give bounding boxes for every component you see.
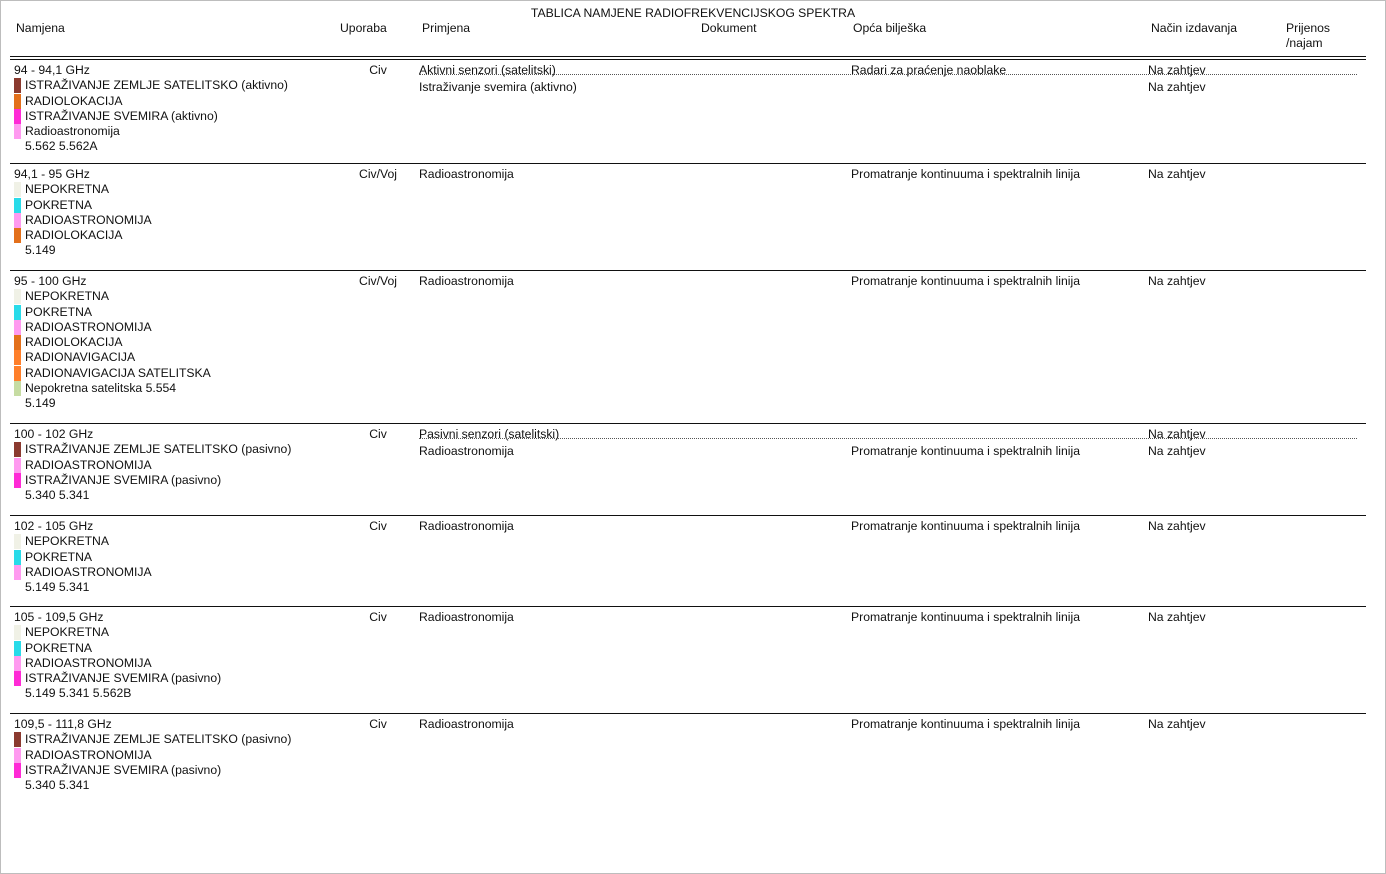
namjena-cell (14, 167, 152, 259)
service-color-swatch (14, 458, 21, 473)
service-item (14, 656, 221, 671)
nacin-item: Na zahtjev (1148, 717, 1206, 731)
service-item (14, 182, 152, 197)
band-label: 95 - 100 GHz (14, 274, 87, 288)
primjena-item: Radioastronomija (419, 167, 514, 181)
row-divider (10, 515, 1366, 516)
row-divider (10, 59, 1366, 60)
header-nacin: Način izdavanja (1151, 21, 1238, 35)
service-label: ISTRAŽIVANJE ZEMLJE SATELITSKO (aktivno) (25, 78, 288, 93)
nacin-cell (1148, 274, 1206, 291)
namjena-cell (14, 717, 291, 793)
service-color-swatch (14, 350, 21, 365)
row-divider (10, 423, 1366, 424)
service-label: RADIOLOKACIJA (25, 93, 123, 108)
napomena-item (851, 427, 1080, 444)
nacin-item: Na zahtjev (1148, 63, 1206, 77)
service-color-swatch (14, 305, 21, 320)
service-item (14, 381, 211, 396)
napomena-cell (851, 427, 1080, 460)
uporaba-cell: Civ/Voj (359, 274, 397, 288)
service-label: Nepokretna satelitska 5.554 (25, 381, 177, 396)
primjena-item: Radioastronomija (419, 717, 514, 731)
service-color-swatch (14, 366, 21, 381)
band-label: 109,5 - 111,8 GHz (14, 717, 112, 731)
footnote-refs: 5.562 5.562A (25, 139, 98, 154)
nacin-item: Na zahtjev (1148, 443, 1206, 458)
napomena-item: Promatranje kontinuuma i spektralnih linija (851, 717, 1080, 731)
service-label: RADIOASTRONOMIJA (25, 655, 152, 670)
service-label: RADIOLOKACIJA (25, 228, 123, 243)
nacin-item: Na zahtjev (1148, 274, 1206, 288)
service-item (14, 550, 152, 565)
napomena-item: Promatranje kontinuuma i spektralnih linija (851, 274, 1080, 288)
namjena-cell (14, 427, 291, 503)
primjena-item: Radioastronomija (419, 519, 514, 533)
band-label: 94 - 94,1 GHz (14, 63, 90, 77)
header-dokument: Dokument (701, 21, 757, 35)
primjena-cell (419, 717, 514, 734)
service-label: POKRETNA (25, 304, 93, 319)
uporaba-cell: Civ (369, 63, 387, 77)
service-color-swatch (14, 78, 21, 93)
service-color-swatch (14, 625, 21, 640)
service-color-swatch (14, 124, 21, 139)
service-item (14, 565, 152, 580)
service-label: ISTRAŽIVANJE SVEMIRA (pasivno) (25, 472, 222, 487)
uporaba-cell: Civ/Voj (359, 167, 397, 181)
header-divider (10, 56, 1366, 57)
service-color-swatch (14, 94, 21, 109)
service-label: ISTRAŽIVANJE SVEMIRA (pasivno) (25, 762, 222, 777)
primjena-cell (419, 167, 514, 184)
namjena-cell (14, 274, 211, 412)
service-label: POKRETNA (25, 640, 93, 655)
service-label: NEPOKRETNA (25, 534, 109, 549)
service-color-swatch (14, 381, 21, 396)
nacin-item: Na zahtjev (1148, 519, 1206, 533)
service-item (14, 748, 291, 763)
service-color-swatch (14, 109, 21, 124)
service-item (14, 732, 291, 747)
napomena-cell (851, 717, 1080, 734)
nacin-cell (1148, 427, 1206, 460)
service-item (14, 458, 291, 473)
service-item (14, 442, 291, 457)
row-divider (10, 163, 1366, 164)
service-label: RADIOLOKACIJA (25, 335, 123, 350)
napomena-item: Promatranje kontinuuma i spektralnih linija (851, 519, 1080, 533)
service-color-swatch (14, 550, 21, 565)
row-divider (10, 606, 1366, 607)
napomena-cell (851, 63, 1006, 96)
primjena-cell (419, 610, 514, 627)
uporaba-cell: Civ (369, 610, 387, 624)
service-item (14, 625, 221, 640)
band-label: 94,1 - 95 GHz (14, 167, 90, 181)
header-namjena: Namjena (16, 21, 65, 35)
service-label: RADIOASTRONOMIJA (25, 564, 152, 579)
nacin-item: Na zahtjev (1148, 610, 1206, 624)
service-item (14, 228, 152, 243)
service-color-swatch (14, 656, 21, 671)
primjena-item: Radioastronomija (419, 274, 514, 288)
service-label: ISTRAŽIVANJE ZEMLJE SATELITSKO (pasivno) (25, 732, 292, 747)
nacin-item: Na zahtjev (1148, 427, 1206, 441)
service-item (14, 289, 211, 304)
footnote-refs: 5.149 5.341 5.562B (25, 686, 132, 701)
nacin-cell (1148, 167, 1206, 184)
service-color-swatch (14, 198, 21, 213)
band-label: 102 - 105 GHz (14, 519, 94, 533)
page-title: TABLICA NAMJENE RADIOFREKVENCIJSKOG SPEKTRA (530, 6, 856, 20)
service-color-swatch (14, 763, 21, 778)
primjena-item: Pasivni senzori (satelitski) (419, 427, 560, 441)
service-item (14, 78, 288, 93)
service-item (14, 213, 152, 228)
band-label: 100 - 102 GHz (14, 427, 94, 441)
nacin-cell (1148, 610, 1206, 627)
service-color-swatch (14, 335, 21, 350)
napomena-item: Promatranje kontinuuma i spektralnih linija (851, 167, 1080, 181)
service-label: ISTRAŽIVANJE SVEMIRA (aktivno) (25, 108, 218, 123)
service-label: NEPOKRETNA (25, 182, 109, 197)
service-color-swatch (14, 732, 21, 747)
uporaba-cell: Civ (369, 519, 387, 533)
service-item (14, 366, 211, 381)
service-color-swatch (14, 182, 21, 197)
footnote-refs: 5.149 (25, 396, 56, 411)
service-item (14, 109, 288, 124)
uporaba-cell: Civ (369, 717, 387, 731)
header-uporaba: Uporaba (340, 21, 387, 35)
service-color-swatch (14, 534, 21, 549)
namjena-cell (14, 63, 288, 155)
service-color-swatch (14, 213, 21, 228)
service-label: NEPOKRETNA (25, 289, 109, 304)
napomena-cell (851, 519, 1080, 536)
header-prijenos-line2: /najam (1286, 36, 1323, 50)
uporaba-cell: Civ (369, 427, 387, 441)
service-item (14, 335, 211, 350)
napomena-item: Promatranje kontinuuma i spektralnih linija (851, 610, 1080, 624)
primjena-cell (419, 274, 514, 291)
service-item (14, 124, 288, 139)
header-prijenos (1286, 21, 1330, 51)
napomena-cell (851, 274, 1080, 291)
service-color-swatch (14, 442, 21, 457)
service-label: Radioastronomija (25, 124, 120, 139)
primjena-cell (419, 519, 514, 536)
nacin-cell (1148, 717, 1206, 734)
sub-row-divider (419, 438, 1357, 439)
service-item (14, 198, 152, 213)
footnote-refs: 5.340 5.341 (25, 488, 90, 503)
napomena-item: Radari za praćenje naoblake (851, 63, 1007, 77)
service-color-swatch (14, 565, 21, 580)
namjena-cell (14, 519, 152, 595)
service-label: POKRETNA (25, 549, 93, 564)
primjena-cell (419, 63, 577, 96)
service-item (14, 320, 211, 335)
service-item (14, 305, 211, 320)
service-color-swatch (14, 748, 21, 763)
service-item (14, 671, 221, 686)
header-prijenos-line1: Prijenos (1286, 21, 1331, 35)
nacin-item: Na zahtjev (1148, 79, 1206, 94)
napomena-item (851, 80, 1006, 97)
service-label: RADIOASTRONOMIJA (25, 747, 152, 762)
service-item (14, 641, 221, 656)
service-item (14, 473, 291, 488)
row-divider (10, 713, 1366, 714)
service-label: RADIOASTRONOMIJA (25, 319, 152, 334)
primjena-item: Istraživanje svemira (aktivno) (419, 79, 577, 94)
service-color-swatch (14, 228, 21, 243)
primjena-item: Aktivni senzori (satelitski) (419, 63, 556, 77)
napomena-cell (851, 167, 1080, 184)
service-label: RADIONAVIGACIJA SATELITSKA (25, 365, 211, 380)
namjena-cell (14, 610, 221, 702)
service-label: ISTRAŽIVANJE ZEMLJE SATELITSKO (pasivno) (25, 442, 292, 457)
header-napomena: Opća bilješka (853, 21, 927, 35)
footnote-refs: 5.340 5.341 (25, 778, 90, 793)
primjena-item: Radioastronomija (419, 610, 514, 624)
nacin-cell (1148, 63, 1206, 96)
napomena-item: Promatranje kontinuuma i spektralnih linija (851, 443, 1080, 458)
service-item (14, 763, 291, 778)
service-item (14, 94, 288, 109)
primjena-cell (419, 427, 559, 460)
header-primjena: Primjena (422, 21, 471, 35)
service-label: RADIONAVIGACIJA (25, 350, 136, 365)
service-label: RADIOASTRONOMIJA (25, 212, 152, 227)
service-item (14, 350, 211, 365)
footnote-refs: 5.149 5.341 (25, 580, 90, 595)
service-color-swatch (14, 473, 21, 488)
service-label: POKRETNA (25, 197, 93, 212)
service-label: RADIOASTRONOMIJA (25, 457, 152, 472)
service-color-swatch (14, 320, 21, 335)
primjena-item: Radioastronomija (419, 443, 514, 458)
service-color-swatch (14, 671, 21, 686)
sub-row-divider (419, 74, 1357, 75)
nacin-cell (1148, 519, 1206, 536)
service-label: ISTRAŽIVANJE SVEMIRA (pasivno) (25, 671, 222, 686)
service-color-swatch (14, 289, 21, 304)
footnote-refs: 5.149 (25, 243, 56, 258)
band-label: 105 - 109,5 GHz (14, 610, 104, 624)
row-divider (10, 270, 1366, 271)
service-item (14, 534, 152, 549)
service-label: NEPOKRETNA (25, 625, 109, 640)
nacin-item: Na zahtjev (1148, 167, 1206, 181)
napomena-cell (851, 610, 1080, 627)
service-color-swatch (14, 641, 21, 656)
